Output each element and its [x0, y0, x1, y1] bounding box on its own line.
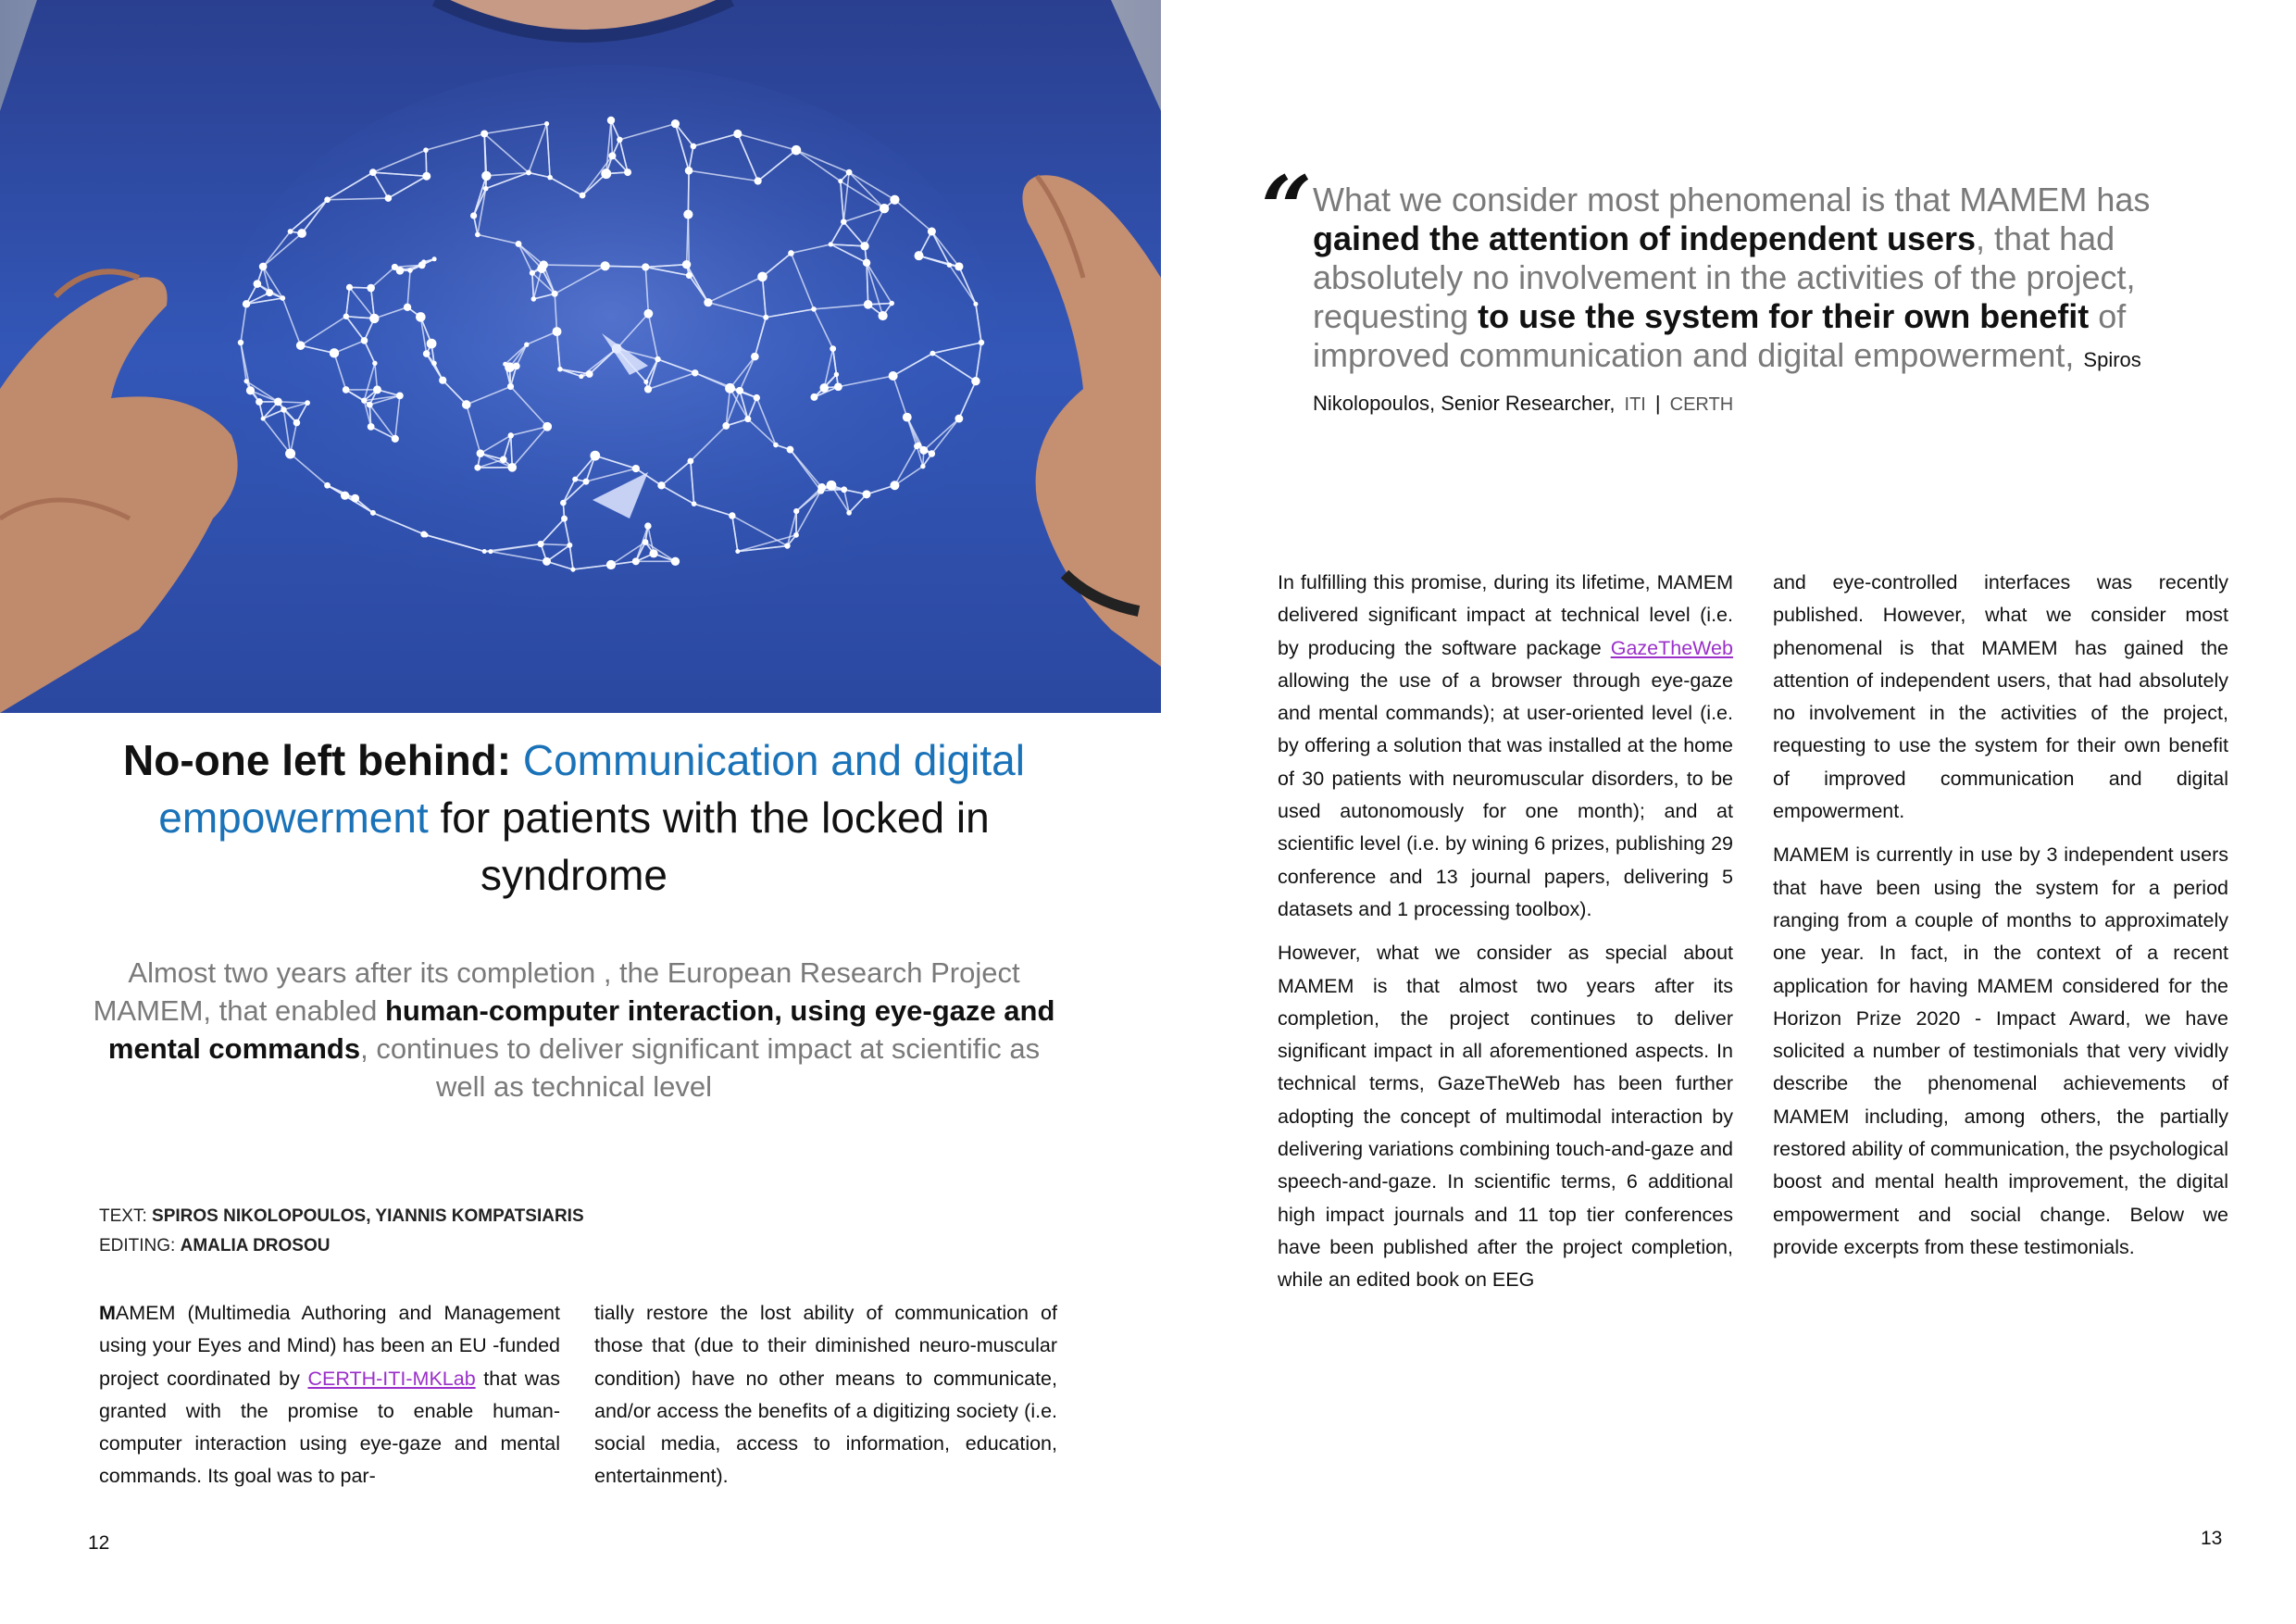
network-node: [846, 510, 852, 516]
network-node: [920, 464, 925, 468]
body-column-1: [99, 1297, 560, 1505]
network-node: [671, 557, 680, 566]
network-node: [297, 229, 306, 238]
paragraph: MAMEM is currently in use by 3 independent users that have been using the system for a period ranging from a couple of months to approximately one year. In fact, in the context of a recent application for having MAMEM considered for the Horizon Prize 2020 - Impact Award, we have solicited a number of testimonials that very vividly describe the phenomenal achievements of MAMEM including, among others, the partially restored ability of communication, the psychological boost and mental health improvement, the digital empowerment and social change. Below we provide excerpts from these testimonials.: [1773, 843, 2228, 1258]
network-node: [246, 386, 255, 394]
body-column-3: [1278, 567, 1733, 1308]
network-node: [793, 532, 799, 538]
network-node: [890, 481, 899, 490]
network-node: [261, 417, 266, 421]
subtitle-part2: , continues to deliver significant impact at scientific as well as technical level: [360, 1032, 1041, 1103]
network-node: [607, 117, 615, 124]
network-node: [686, 272, 693, 279]
network-node: [281, 406, 286, 412]
network-node: [671, 119, 680, 128]
network-node: [373, 385, 381, 394]
network-node: [482, 549, 487, 554]
network-node: [439, 377, 446, 384]
network-node: [784, 543, 790, 548]
network-node: [477, 449, 485, 457]
network-node: [305, 400, 310, 406]
network-node: [579, 374, 583, 379]
network-node: [370, 510, 376, 516]
body-column-4: [1773, 567, 2228, 1275]
network-node: [929, 450, 935, 456]
network-node: [583, 479, 590, 485]
network-node: [516, 241, 522, 247]
network-node: [507, 463, 517, 472]
network-node: [864, 300, 873, 309]
network-node: [971, 377, 980, 385]
network-node: [830, 345, 836, 352]
network-node: [590, 451, 600, 461]
network-node: [915, 251, 924, 260]
network-node: [580, 193, 586, 199]
network-node: [346, 284, 353, 291]
network-node: [553, 327, 562, 336]
paragraph: [1278, 567, 1733, 926]
network-node: [632, 557, 640, 565]
network-node: [841, 219, 846, 224]
network-node: [841, 486, 847, 493]
network-node: [432, 256, 437, 261]
paragraph: tially restore the lost ability of communication of those that (due to their diminished neuro-muscular condition) have no other means to communicate, and/or access the benefits of a digitizing society (i.e. social media, access to information, education, entertainment).: [594, 1302, 1057, 1488]
network-node: [557, 367, 563, 372]
article-subtitle: [88, 954, 1060, 1106]
network-node: [846, 169, 853, 176]
network-node: [979, 340, 984, 345]
network-node: [657, 481, 665, 489]
network-node: [889, 371, 898, 381]
network-node: [606, 560, 616, 569]
network-node: [531, 296, 537, 302]
network-node: [372, 361, 377, 366]
network-node: [810, 394, 817, 401]
page-number-right: 13: [2201, 1528, 2223, 1549]
credit-text-label: TEXT:: [99, 1206, 147, 1226]
network-node: [488, 549, 493, 554]
network-node: [834, 372, 839, 377]
network-node: [572, 477, 578, 482]
network-node: [392, 435, 399, 443]
network-node: [543, 422, 552, 431]
network-node: [880, 204, 889, 213]
network-node: [285, 449, 295, 459]
network-node: [834, 382, 842, 391]
network-node: [505, 362, 515, 372]
quote-part3: of improved communication and digital empowerment,: [1313, 297, 2127, 374]
title-lead: No-one left behind:: [123, 736, 512, 784]
network-node: [863, 490, 871, 498]
network-node: [586, 370, 593, 378]
network-node: [537, 541, 543, 547]
network-node: [431, 361, 437, 367]
brain-network-illustration: [0, 0, 1161, 713]
network-node: [361, 337, 368, 344]
network-node: [475, 232, 480, 238]
quote-part1: What we consider most phenomenal is that MAMEM has: [1313, 181, 2151, 219]
network-node: [540, 260, 548, 269]
paragraph-text: allowing the use of a browser through eye-gaze and mental commands); at user-oriented level (i.e. by offering a solution that was installed at the home of 30 patients with neuromuscular disorders, to be used autonomously for one month); and at scientific level (i.e. by wining 6 prizes, publishing 29 conference and 13 journal papers, delivering 5 datasets and 1 processing toolbox).: [1278, 668, 1733, 920]
network-node: [722, 422, 730, 430]
network-node: [644, 522, 651, 529]
network-node: [755, 177, 762, 184]
network-node: [418, 261, 426, 269]
network-node: [266, 289, 273, 296]
network-node: [735, 549, 740, 554]
network-node: [682, 260, 691, 269]
network-node: [751, 353, 759, 361]
subtitle-part1: Almost two years after its completion , the European Research Project MAMEM, that enabled: [93, 956, 1020, 1027]
quote-org-certh: CERTH: [1669, 394, 1734, 415]
network-node: [687, 458, 693, 465]
network-node: [543, 557, 551, 566]
network-node: [704, 298, 712, 306]
network-node: [470, 212, 477, 219]
network-node: [293, 419, 301, 427]
network-node: [729, 512, 735, 518]
network-node: [238, 340, 243, 345]
quote-part2: , that had absolutely no involvement in the activities of the project, requesting: [1313, 219, 2136, 335]
network-node: [361, 397, 367, 403]
network-node: [259, 263, 268, 271]
network-node: [744, 416, 751, 422]
quote-attribution: Spiros Nikolopoulos, Senior Researcher,: [1313, 348, 2141, 415]
network-node: [243, 379, 248, 383]
network-node: [404, 304, 411, 311]
pull-quote: [1313, 181, 2183, 424]
network-node: [544, 121, 549, 126]
certh-iti-mklab-link[interactable]: CERTH-ITI-MKLab: [307, 1367, 476, 1390]
network-node: [254, 280, 262, 288]
network-node: [570, 567, 575, 571]
network-node: [367, 402, 373, 408]
credit-editing-label: EDITING:: [99, 1236, 176, 1255]
network-node: [369, 314, 379, 323]
network-node: [368, 423, 375, 431]
network-node: [367, 284, 375, 293]
network-node: [642, 263, 649, 270]
network-node: [692, 501, 697, 506]
credit-editing-line: [99, 1231, 584, 1261]
network-node: [369, 169, 377, 176]
network-node: [890, 195, 899, 205]
paragraph-text: In fulfilling this promise, during its lifetime, MAMEM delivered significant impact at technical level (i.e. by producing the software package: [1278, 571, 1733, 659]
network-node: [827, 481, 837, 491]
network-node: [560, 500, 567, 506]
credit-text-value: SPIROS NIKOLOPOULOS, YIANNIS KOMPATSIARIS: [152, 1206, 584, 1226]
network-node: [947, 262, 952, 267]
network-node: [288, 229, 293, 234]
paragraph: [99, 1297, 560, 1493]
network-node: [817, 483, 826, 492]
network-node: [427, 339, 437, 349]
quote-mark-icon: “: [1261, 156, 1313, 261]
network-node: [330, 348, 339, 357]
network-node: [608, 152, 616, 159]
network-node: [955, 262, 963, 270]
network-node: [526, 170, 531, 176]
network-node: [423, 147, 429, 153]
network-node: [955, 415, 963, 423]
network-node: [860, 242, 868, 250]
drop-cap: M: [99, 1302, 116, 1324]
network-node: [773, 443, 779, 448]
network-edge: [605, 266, 646, 267]
network-node: [324, 196, 331, 203]
network-node: [643, 380, 648, 384]
quote-separator: |: [1654, 392, 1661, 415]
network-node: [601, 261, 610, 270]
network-node: [423, 532, 428, 537]
network-node: [889, 301, 894, 306]
network-node: [480, 130, 488, 137]
network-node: [757, 272, 767, 282]
quote-bold2: to use the system for their own benefit: [1478, 297, 2090, 335]
network-node: [256, 398, 263, 406]
network-node: [474, 465, 480, 471]
network-node: [792, 145, 802, 156]
network-node: [649, 549, 657, 557]
network-node: [351, 494, 359, 503]
network-node: [407, 268, 412, 272]
network-node: [530, 270, 535, 276]
network-node: [879, 311, 888, 320]
network-node: [763, 315, 768, 320]
network-node: [462, 400, 471, 409]
network-node: [692, 369, 698, 376]
body-column-2: [594, 1297, 1057, 1505]
network-node: [793, 508, 799, 514]
network-node: [683, 209, 693, 219]
network-node: [643, 539, 649, 545]
article-title: [65, 731, 1083, 904]
paragraph: and eye-controlled interfaces was recently published. However, what we consider most phenomenal is that MAMEM has gained the attention of independent users, that had absolutely no involvement in the activities of the project, requesting to use the system for their own benefit of improved communication and digital empowerment.: [1773, 571, 2228, 823]
network-node: [392, 264, 398, 270]
network-node: [725, 383, 735, 394]
network-node: [733, 130, 742, 138]
network-node: [567, 543, 572, 548]
network-node: [341, 492, 349, 500]
network-node: [243, 300, 250, 307]
network-node: [396, 392, 404, 399]
network-node: [601, 169, 611, 179]
network-edge: [688, 170, 689, 214]
network-node: [754, 394, 760, 401]
network-node: [973, 302, 978, 306]
network-node: [483, 186, 489, 192]
network-node: [788, 250, 794, 256]
network-node: [838, 179, 842, 183]
network-node: [280, 295, 285, 301]
hero-image: [0, 0, 1161, 713]
page-number-left: 12: [88, 1532, 110, 1554]
network-node: [632, 465, 640, 472]
network-node: [685, 167, 693, 175]
network-node: [524, 342, 529, 346]
credits: [99, 1202, 584, 1261]
network-node: [787, 446, 794, 454]
network-node: [416, 312, 426, 322]
network-node: [296, 341, 306, 350]
network-node: [829, 242, 833, 246]
network-node: [274, 397, 282, 406]
network-node: [643, 309, 653, 319]
network-node: [481, 171, 491, 181]
network-node: [928, 228, 936, 236]
paragraph-text: AMEM (Multimedia Authoring and Management using your Eyes and Mind) has been an EU -funded project coordinated by: [99, 1302, 560, 1390]
network-node: [903, 413, 912, 422]
network-node: [691, 144, 697, 150]
network-node: [863, 259, 870, 267]
quote-org-iti: ITI: [1624, 394, 1646, 415]
quote-bold1: gained the attention of independent users: [1313, 219, 1977, 257]
network-node: [500, 456, 507, 463]
network-node: [561, 516, 568, 522]
network-node: [343, 314, 349, 319]
credit-editing-value: AMALIA DROSOU: [180, 1236, 331, 1255]
network-node: [819, 383, 829, 393]
title-rest: for patients with the locked in syndrome: [440, 793, 990, 899]
network-node: [507, 383, 514, 390]
network-node: [655, 356, 660, 362]
network-node: [617, 137, 622, 143]
network-node: [811, 306, 817, 312]
network-node: [343, 386, 350, 394]
network-node: [508, 432, 514, 438]
credit-text-line: [99, 1202, 584, 1231]
title-highlight: Communication and digital empowerment: [158, 736, 1025, 842]
network-node: [324, 482, 331, 489]
network-node: [385, 194, 393, 202]
network-node: [624, 169, 631, 176]
subtitle-bold: human-computer interaction, using eye-gaze and mental commands: [107, 994, 1055, 1065]
network-node: [422, 172, 430, 181]
network-node: [423, 350, 430, 357]
network-node: [552, 291, 558, 297]
network-node: [644, 385, 652, 393]
paragraph-text: that was granted with the promise to enable human-computer interaction using eye-gaze and mental commands. Its goal was to par-: [99, 1367, 560, 1488]
network-node: [916, 442, 921, 447]
network-node: [919, 446, 928, 455]
network-node: [930, 351, 935, 356]
network-node: [547, 175, 553, 181]
gazetheweb-link[interactable]: GazeTheWeb: [1610, 636, 1733, 659]
paragraph: However, what we consider as special about MAMEM is that almost two years after its completion, the project continues to deliver significant impact in all aforementioned aspects. In technical terms, GazeTheWeb has been further adopting the concept of multimodal interaction by delivering variations combining touch-and-gaze and speech-and-gaze. In scientific terms, 6 additional high impact journals and 11 top tier conferences have been published after the project completion, while an edited book on EEG: [1278, 942, 1733, 1292]
network-node: [736, 387, 743, 394]
